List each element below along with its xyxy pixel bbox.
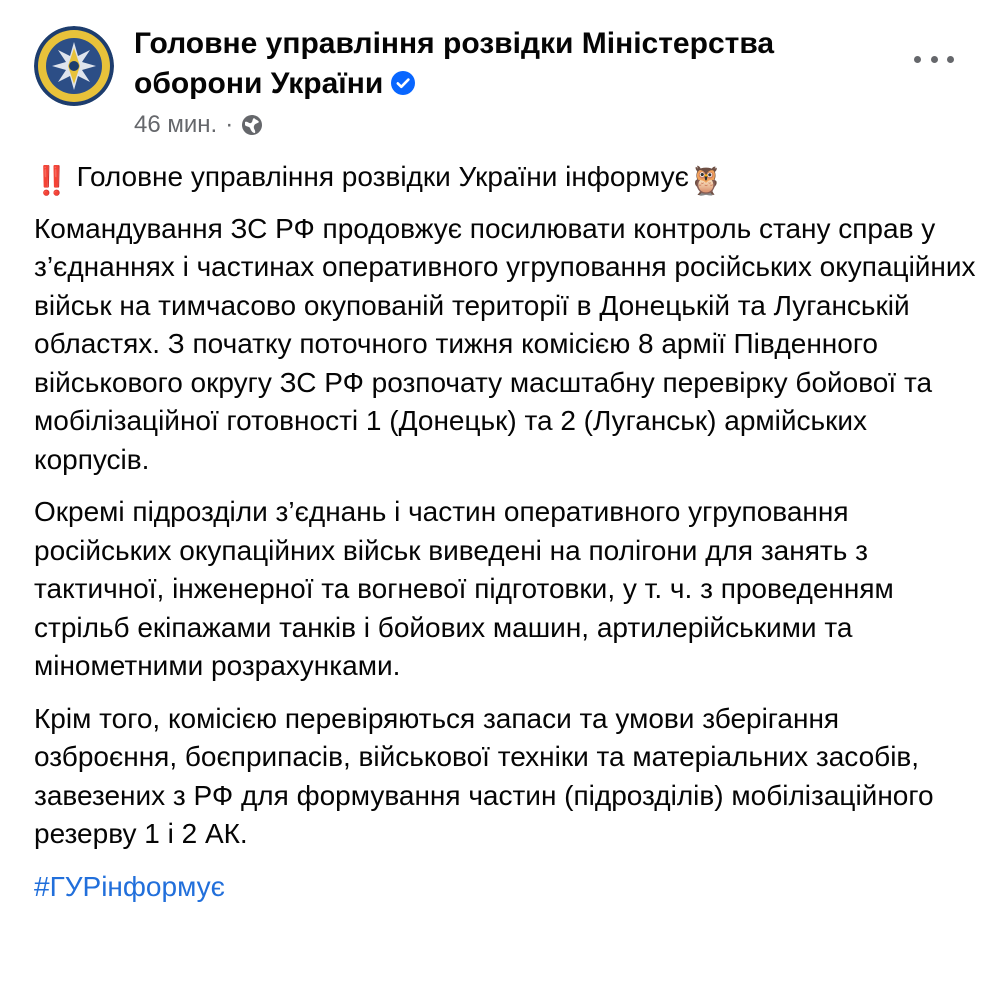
verified-badge-icon <box>391 71 415 95</box>
page-avatar[interactable] <box>34 26 114 106</box>
gur-emblem-icon <box>34 26 114 106</box>
more-dot-icon <box>947 56 954 63</box>
hashtag-line <box>34 868 979 907</box>
paragraph-3: Крім того, комісією перевіряються запаси та умови зберігання озброєння, боєприпасів, військової техніки та матеріальних засобів, завезених з РФ для формування частин (підрозділів) мобілізаційного резерву 1 і 2 АК. <box>34 702 934 849</box>
more-options-button[interactable] <box>914 44 954 74</box>
paragraph-2: Окремі підрозділи з’єднань і частин оперативного угруповання російських окупаційних військ виведені на полігони для занять з тактичної, інженерної та вогневої підготовки, у т. ч. з проведенням стрільб екіпажами танків і бойових машин, артилерійськими та мінометними розрахунками. <box>34 496 894 681</box>
more-dot-icon <box>931 56 938 63</box>
page-name-text[interactable]: Головне управління розвідки Міністерства оборони України <box>134 27 775 100</box>
hashtag-link[interactable]: #ГУРінформує <box>34 870 225 902</box>
intro-line <box>34 158 979 201</box>
intro-text: Головне управління розвідки України інформує <box>76 161 689 192</box>
post-body <box>34 158 979 920</box>
more-dot-icon <box>914 56 921 63</box>
meta-separator: · <box>225 111 234 138</box>
post-meta <box>134 110 263 140</box>
post-timestamp[interactable]: 46 мин. <box>134 111 218 138</box>
owl-icon: 🦉 <box>688 165 724 196</box>
double-exclamation-icon: ‼️ <box>34 165 69 196</box>
page-name[interactable] <box>134 24 854 104</box>
globe-icon[interactable] <box>241 114 263 136</box>
paragraph-1: Командування ЗС РФ продовжує посилювати контроль стану справ у з’єднаннях і частинах оперативного угруповання російських окупаційних військ на тимчасово окупованій території в Донецькій та Луганській областях. З початку поточного тижня комісією 8 армії Південного військового округу ЗС РФ розпочату масштабну перевірку бойової та мобілізаційної готовності 1 (Донецьк) та 2 (Луганськ) армійських корпусів. <box>34 212 976 475</box>
